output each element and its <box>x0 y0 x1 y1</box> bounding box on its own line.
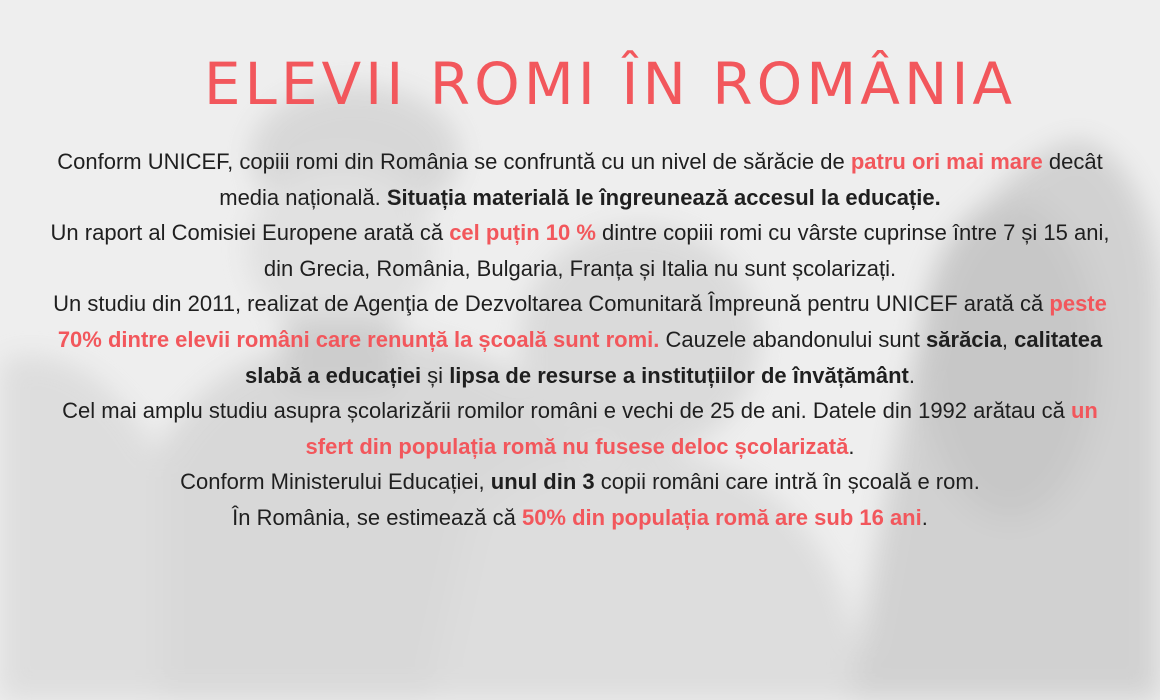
text-segment: decât media națională. <box>219 149 1103 210</box>
text-segment: și <box>421 362 450 388</box>
paragraph <box>40 286 1120 393</box>
text-segment: , <box>1001 326 1015 352</box>
text-segment: . <box>908 362 916 388</box>
text-segment: Un raport al Comisiei Europene arată că <box>50 220 450 246</box>
bold-text: lipsa de resurse a instituțiilor de învățământ <box>449 362 909 388</box>
page-title: ELEVII ROMI ÎN ROMÂNIA <box>203 50 1017 118</box>
bold-text: calitatea slabă a educației <box>244 326 1103 388</box>
highlighted-text: cel puțin 10 % <box>449 220 596 246</box>
highlighted-text: 50% din populația romă are sub 16 ani <box>521 504 922 530</box>
bold-text: unul din 3 <box>490 469 595 495</box>
paragraph <box>40 500 1120 536</box>
paragraph <box>40 215 1120 286</box>
article-body <box>40 144 1120 536</box>
text-segment: copii români care intră în școală e rom. <box>594 469 980 495</box>
text-segment: Cel mai amplu studiu asupra școlarizării romilor români e vechi de 25 de ani. Datele din 1992 arătau că <box>62 398 1071 424</box>
text-segment: În România, se estimează că <box>232 504 522 530</box>
text-segment: Cauzele abandonului sunt <box>659 326 927 352</box>
highlighted-text: un sfert din populația romă nu fusese deloc școlarizată <box>305 398 1098 459</box>
text-segment: . <box>921 504 928 530</box>
text-segment: dintre copiii romi cu vârste cuprinse între 7 și 15 ani, din Grecia, România, Bulgaria, Franța și Italia nu sunt școlarizați. <box>263 220 1110 281</box>
paragraph <box>40 464 1120 500</box>
text-segment: Un studiu din 2011, realizat de Agenţia de Dezvoltarea Comunitară Împreună pentru UNICEF arată că <box>53 291 1050 317</box>
text-segment: . <box>848 433 855 459</box>
paragraph <box>40 144 1120 215</box>
bold-text: Situația materială le îngreunează accesul la educație. <box>386 184 941 210</box>
text-segment: Conform UNICEF, copiii romi din România se confruntă cu un nivel de sărăcie de <box>57 149 851 174</box>
bold-text: sărăcia <box>926 326 1002 352</box>
paragraph <box>40 393 1120 464</box>
text-segment: Conform Ministerului Educației, <box>180 469 491 495</box>
highlighted-text: patru ori mai mare <box>850 149 1043 174</box>
highlighted-text: peste 70% dintre elevii români care renunță la școală sunt romi. <box>57 291 1107 352</box>
